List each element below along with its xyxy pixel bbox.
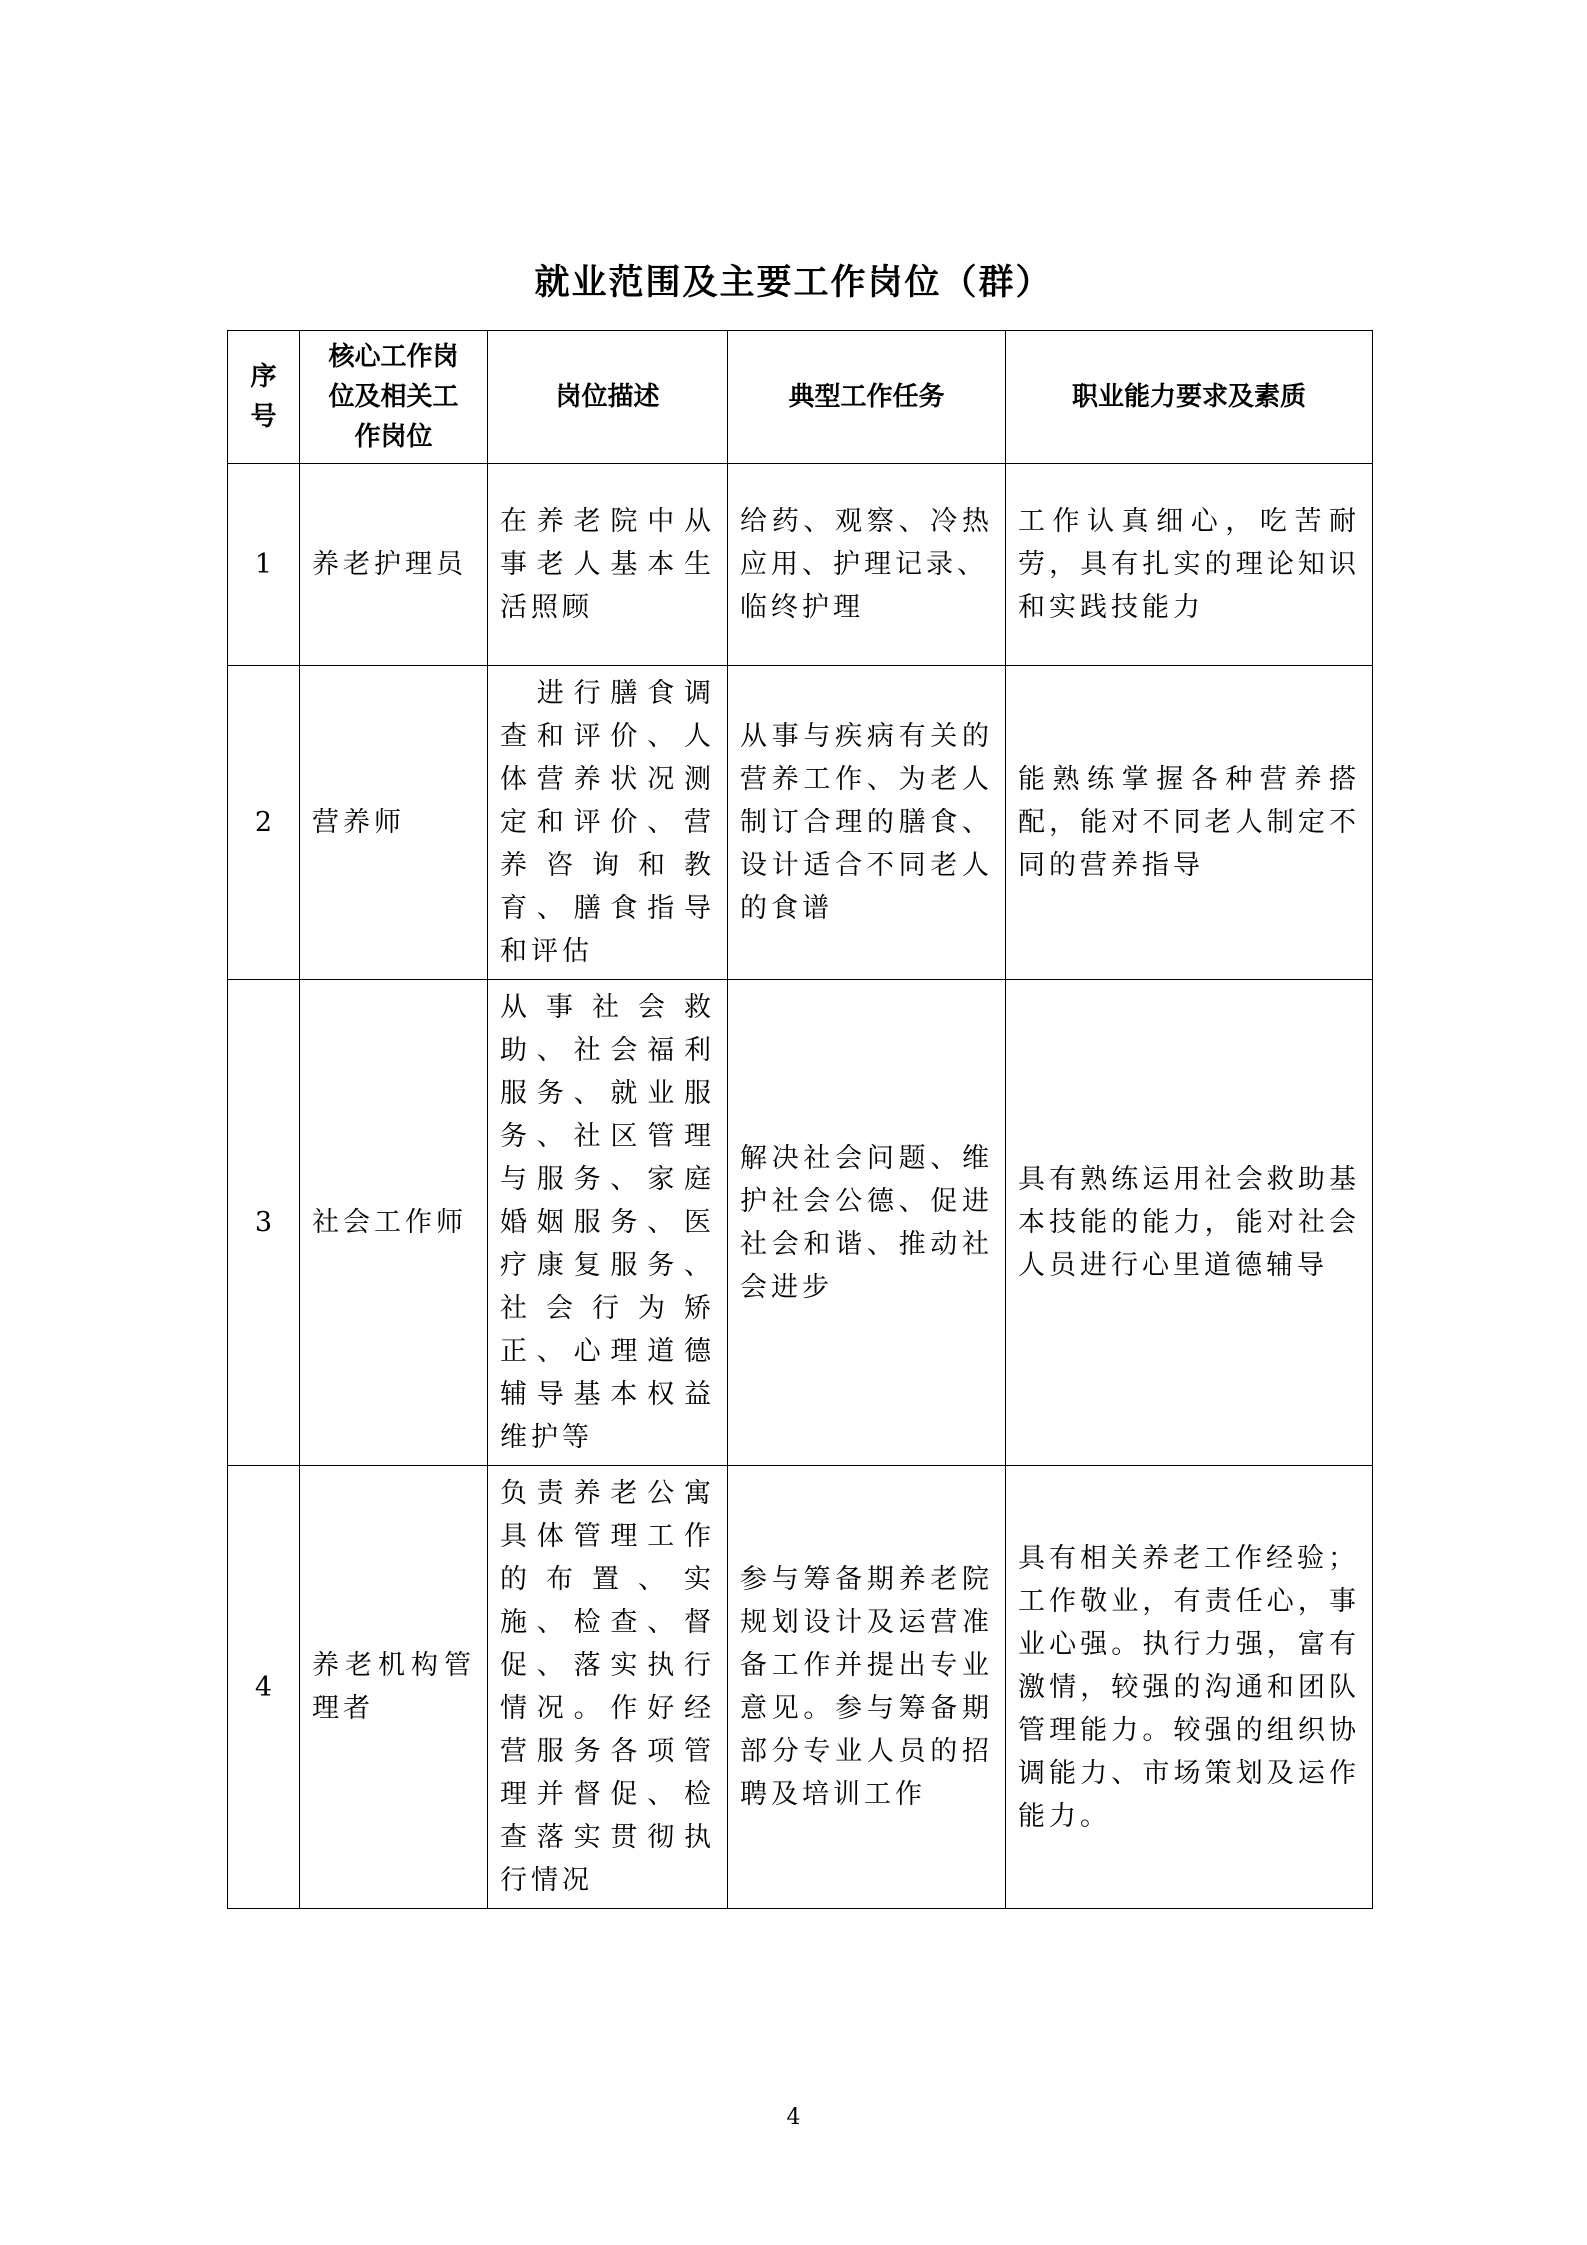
post-name: 社会工作师 xyxy=(300,980,488,1466)
ability-requirements: 具有熟练运用社会救助基本技能的能力，能对社会人员进行心里道德辅导 xyxy=(1006,980,1373,1466)
table-row xyxy=(228,980,1373,1466)
post-description: 从事社会救助、社会福利服务、就业服务、社区管理与服务、家庭婚姻服务、医疗康复服务、社会行为矫正、心理道德辅导基本权益维护等 xyxy=(488,980,728,1466)
row-number: 3 xyxy=(228,980,300,1466)
jobs-table xyxy=(227,330,1373,1909)
post-name: 养老护理员 xyxy=(300,464,488,666)
typical-tasks: 给药、观察、冷热应用、护理记录、 临终护理 xyxy=(728,464,1006,666)
typical-tasks: 参与筹备期养老院规划设计及运营准备工作并提出专业意见。参与筹备期部分专业人员的招聘及培训工作 xyxy=(728,1466,1006,1909)
post-description: 在养老院中从事老人基本生活照顾 xyxy=(488,464,728,666)
ability-requirements: 工作认真细心，吃苦耐劳，具有扎实的理论知识和实践技能力 xyxy=(1006,464,1373,666)
table-header-row xyxy=(228,331,1373,464)
page-title: 就业范围及主要工作岗位（群） xyxy=(534,262,1053,303)
header-no: 序 号 xyxy=(228,331,300,464)
table-row xyxy=(228,1466,1373,1909)
post-description: 负责养老公寓具体管理工作的布置、实施、检查、督促、落实执行情况。作好经营服务各项管理并督促、检查落实贯彻执行情况 xyxy=(488,1466,728,1909)
header-description: 岗位描述 xyxy=(488,331,728,464)
post-description: 进行膳食调查和评价、人体营养状况测定和评价、营养咨询和教育、膳食指导和评估 xyxy=(488,666,728,980)
header-post: 核心工作岗 位及相关工 作岗位 xyxy=(300,331,488,464)
header-abilities: 职业能力要求及素质 xyxy=(1006,331,1373,464)
ability-requirements: 具有相关养老工作经验； 工作敬业，有责任心，事业心强。执行力强，富有激情，较强的沟通和团队管理能力。较强的组织协调能力、市场策划及运作能力。 xyxy=(1006,1466,1373,1909)
table-row xyxy=(228,464,1373,666)
post-name: 养老机构管理者 xyxy=(300,1466,488,1909)
row-number: 1 xyxy=(228,464,300,666)
header-tasks: 典型工作任务 xyxy=(728,331,1006,464)
ability-requirements: 能熟练掌握各种营养搭配，能对不同老人制定不同的营养指导 xyxy=(1006,666,1373,980)
row-number: 2 xyxy=(228,666,300,980)
table-row xyxy=(228,666,1373,980)
page-number: 4 xyxy=(786,2105,801,2130)
typical-tasks: 解决社会问题、维护社会公德、促进社会和谐、推动社会进步 xyxy=(728,980,1006,1466)
typical-tasks: 从事与疾病有关的营养工作、为老人制订合理的膳食、设计适合不同老人的食谱 xyxy=(728,666,1006,980)
row-number: 4 xyxy=(228,1466,300,1909)
post-name: 营养师 xyxy=(300,666,488,980)
